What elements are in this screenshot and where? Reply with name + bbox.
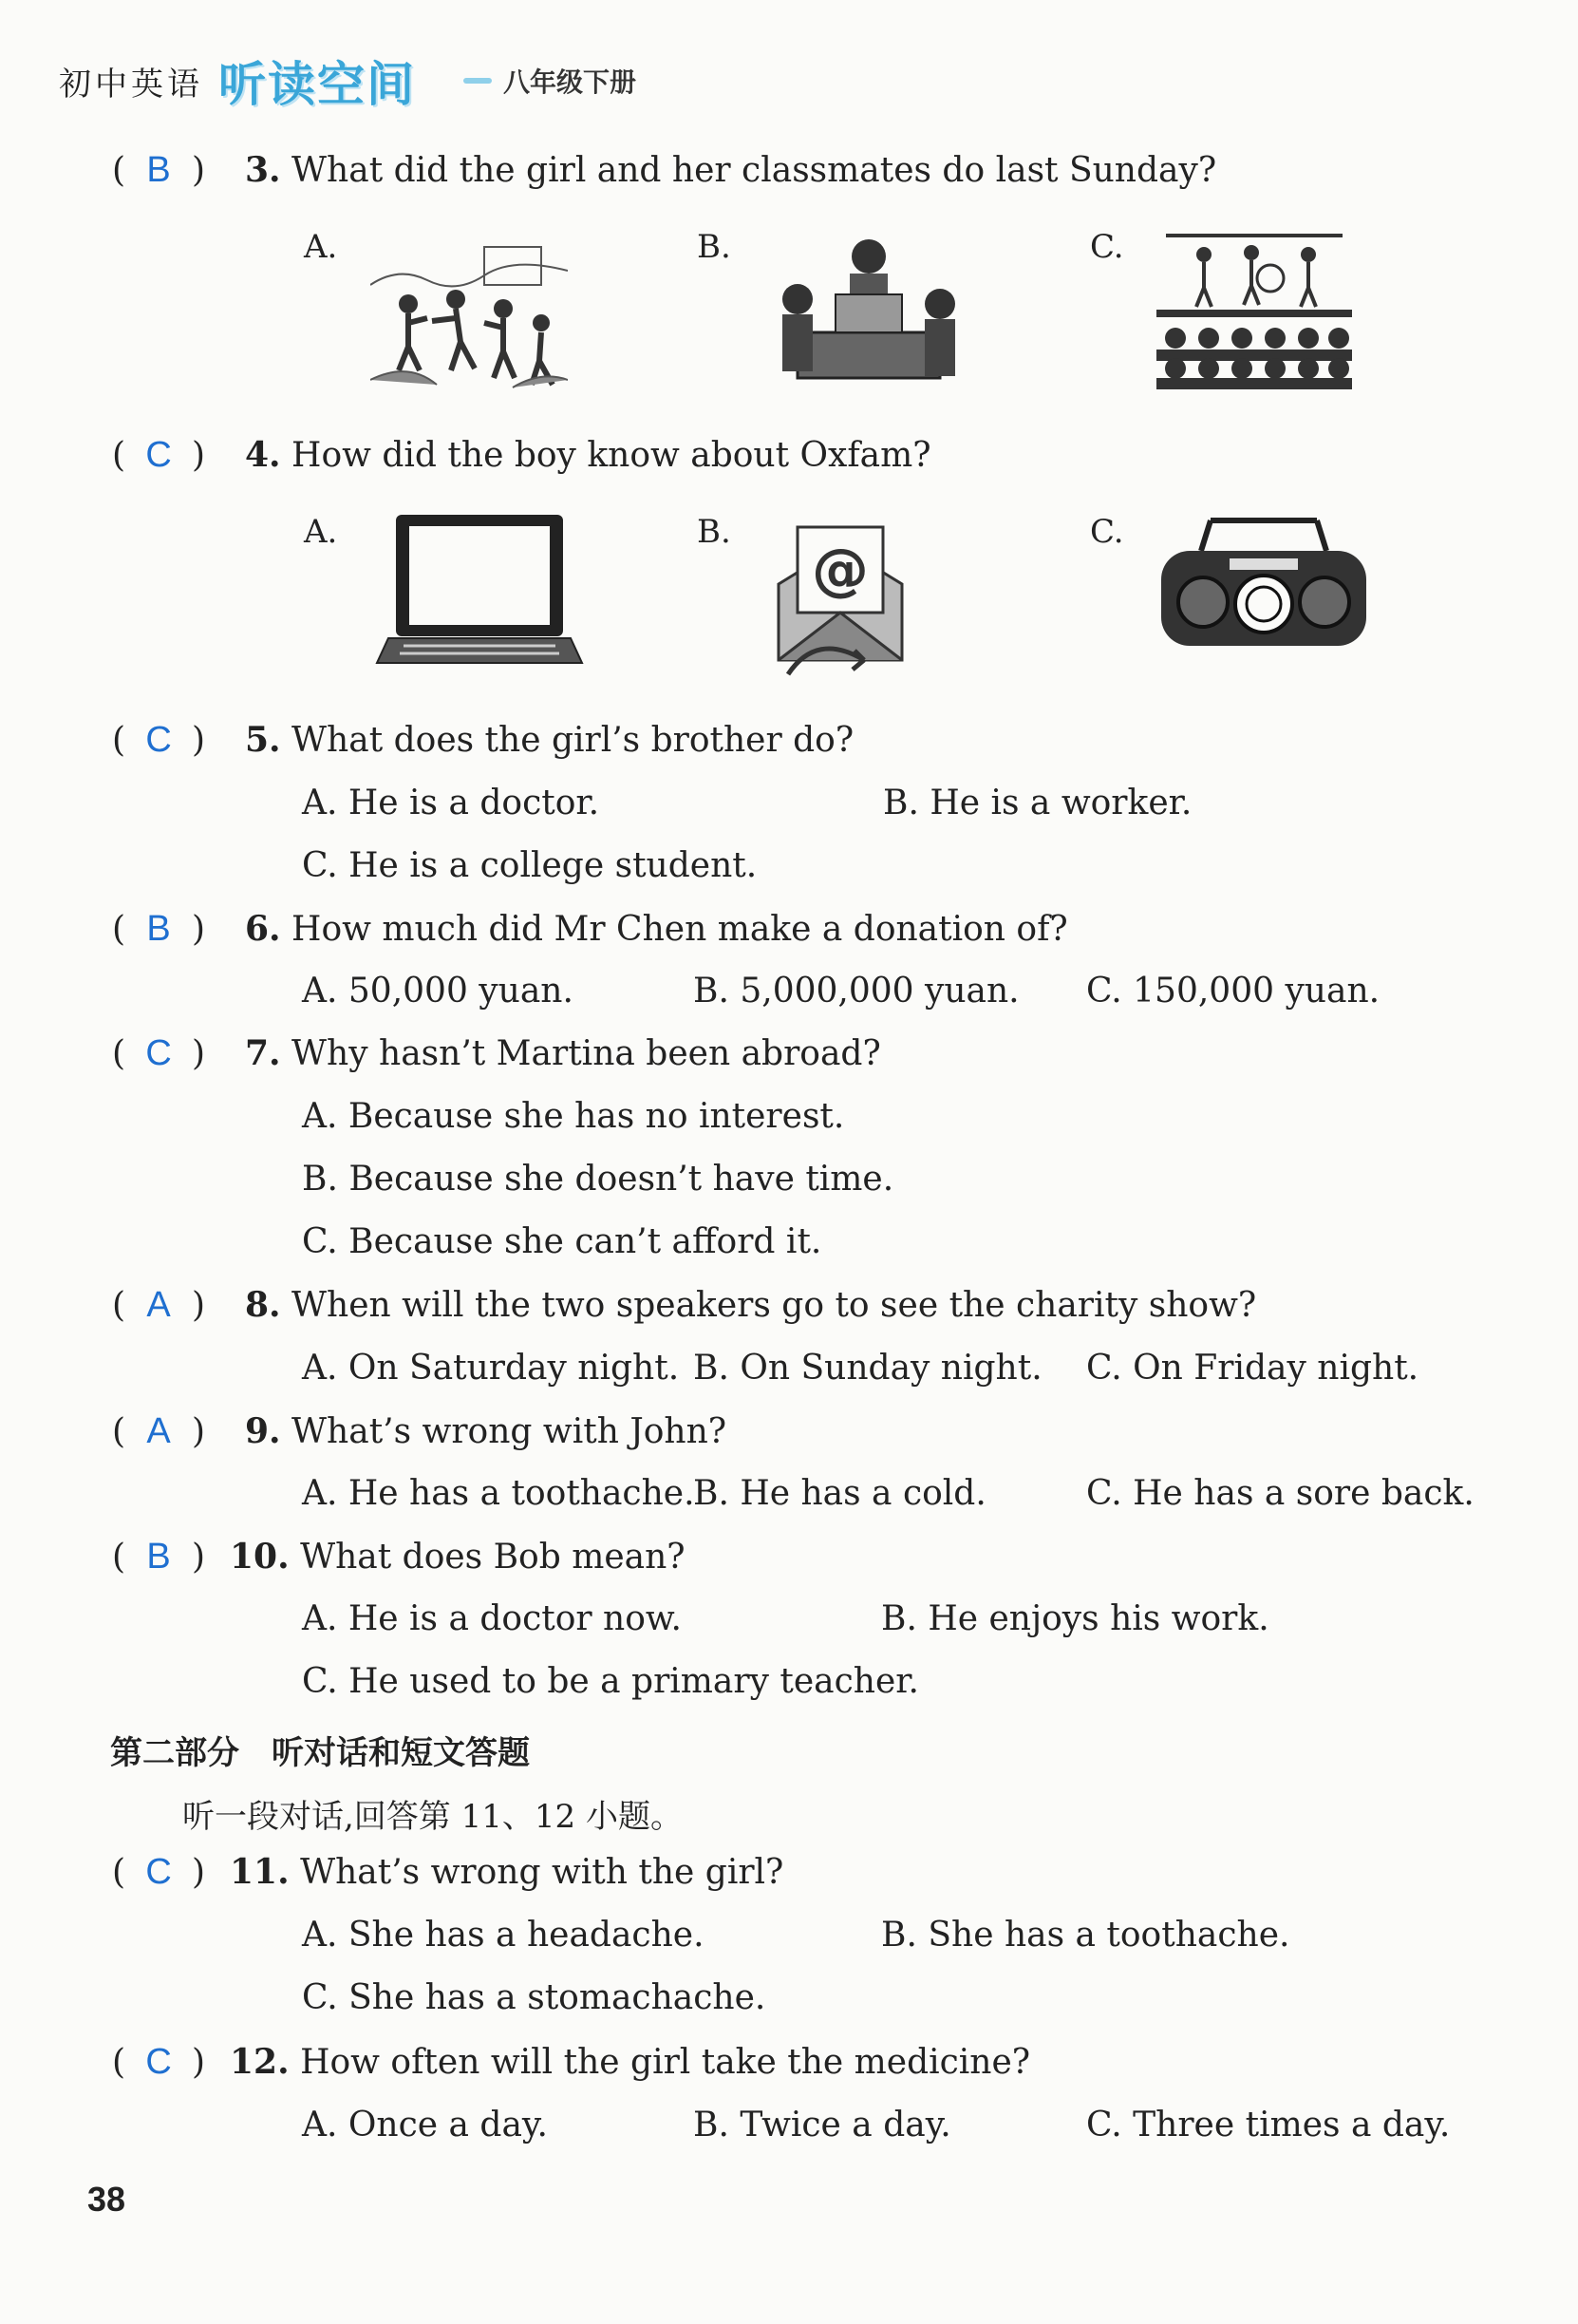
answer: C [145, 720, 172, 760]
section-instruction: 听一段对话,回答第 11、12 小题。 [182, 1798, 683, 1836]
question-number: 9. [245, 1411, 281, 1451]
question-12: ( C ) 12. How often will the girl take the medicine? [112, 2042, 1031, 2082]
question-number: 3. [245, 150, 281, 190]
question-7: ( C ) 7. Why hasn’t Martina been abroad? [112, 1033, 881, 1073]
answer: C [145, 1033, 172, 1073]
option-b: B. He has a cold. [693, 1474, 986, 1513]
option-c: C. He is a college student. [302, 846, 758, 885]
header-grade: 八年级下册 [503, 66, 637, 98]
question-number: 5. [245, 720, 281, 760]
option-a: A. On Saturday night. [302, 1349, 680, 1388]
question-text: What’s wrong with the girl? [300, 1853, 784, 1892]
concert-stage-picture [1156, 226, 1352, 389]
answer: B [146, 909, 171, 949]
answer: C [145, 1852, 172, 1892]
question-11: ( C ) 11. What’s wrong with the girl? [112, 1852, 784, 1892]
answer: A [146, 1411, 171, 1451]
option-a: A. He is a doctor. [302, 784, 600, 822]
option-a: A. He is a doctor now. [302, 1599, 682, 1638]
question-text: How often will the girl take the medicine? [300, 2043, 1031, 2082]
question-text: Why hasn’t Martina been abroad? [291, 1034, 881, 1073]
question-5: ( C ) 5. What does the girl’s brother do? [112, 720, 855, 760]
question-9: ( A ) 9. What’s wrong with John? [112, 1411, 727, 1451]
option-b: B. She has a toothache. [881, 1916, 1290, 1955]
option-c: C. Three times a day. [1086, 2106, 1451, 2145]
page-header [59, 47, 636, 114]
option-c: C. He used to be a primary teacher. [302, 1662, 919, 1701]
option-b: B. Twice a day. [693, 2106, 951, 2145]
option-a: A. He has a toothache. [302, 1474, 695, 1513]
question-8: ( A ) 8. When will the two speakers go to see the charity show? [112, 1285, 1257, 1325]
option-a: A. She has a headache. [302, 1916, 704, 1955]
question-4: ( C ) 4. How did the boy know about Oxfam? [112, 435, 931, 475]
answer: C [145, 435, 172, 475]
question-text: What does the girl’s brother do? [291, 721, 855, 760]
laptop-icon [375, 511, 584, 672]
option-b: B. 5,000,000 yuan. [693, 972, 1020, 1011]
header-prefix: 初中英语 [59, 65, 203, 104]
children-making-donation-picture [760, 228, 967, 389]
option-a: A. 50,000 yuan. [302, 972, 573, 1011]
question-3: ( B ) 3. What did the girl and her classmates do last Sunday? [112, 150, 1217, 190]
section-title: 第二部分 听对话和短文答题 [110, 1734, 530, 1772]
question-number: 6. [245, 909, 281, 949]
answer: C [145, 2042, 172, 2082]
question-text: How did the boy know about Oxfam? [291, 436, 931, 475]
page-number: 38 [87, 2180, 126, 2219]
option-c: C. Because she can’t afford it. [302, 1222, 822, 1261]
option-label: A. [304, 513, 338, 551]
svg-text:@: @ [812, 537, 869, 603]
question-text: When will the two speakers go to see the charity show? [291, 1286, 1257, 1325]
option-label: B. [697, 513, 731, 551]
option-b: B. Because she doesn’t have time. [302, 1160, 894, 1199]
question-text: What did the girl and her classmates do last Sunday? [291, 151, 1217, 190]
option-c: C. He has a sore back. [1086, 1474, 1475, 1513]
option-a: A. Once a day. [302, 2106, 548, 2145]
option-c: C. 150,000 yuan. [1086, 972, 1381, 1011]
radio-icon [1154, 513, 1374, 655]
option-label: B. [697, 228, 731, 266]
answer: B [146, 1537, 171, 1577]
question-text: What does Bob mean? [300, 1538, 686, 1577]
option-label: C. [1090, 228, 1124, 266]
option-label: C. [1090, 513, 1124, 551]
email-icon [760, 518, 921, 689]
question-text: How much did Mr Chen make a donation of? [291, 910, 1068, 949]
answer: B [146, 150, 171, 190]
option-c: C. She has a stomachache. [302, 1978, 766, 2017]
option-b: B. On Sunday night. [693, 1349, 1043, 1388]
question-number: 7. [245, 1033, 281, 1073]
question-number: 10. [230, 1537, 290, 1577]
option-b: B. He enjoys his work. [881, 1599, 1269, 1638]
question-number: 11. [230, 1852, 290, 1892]
answer: A [146, 1285, 171, 1325]
question-number: 4. [245, 435, 281, 475]
header-divider [463, 78, 492, 84]
question-number: 12. [230, 2042, 290, 2082]
question-text: What’s wrong with John? [291, 1412, 727, 1451]
option-c: C. On Friday night. [1086, 1349, 1419, 1388]
option-label: A. [304, 228, 338, 266]
children-playing-picture [370, 228, 568, 389]
question-number: 8. [245, 1285, 281, 1325]
header-logo: 听读空间 [218, 57, 416, 112]
option-b: B. He is a worker. [883, 784, 1193, 822]
question-6: ( B ) 6. How much did Mr Chen make a donation of? [112, 909, 1068, 949]
question-10: ( B ) 10. What does Bob mean? [112, 1537, 686, 1577]
option-a: A. Because she has no interest. [302, 1097, 845, 1136]
